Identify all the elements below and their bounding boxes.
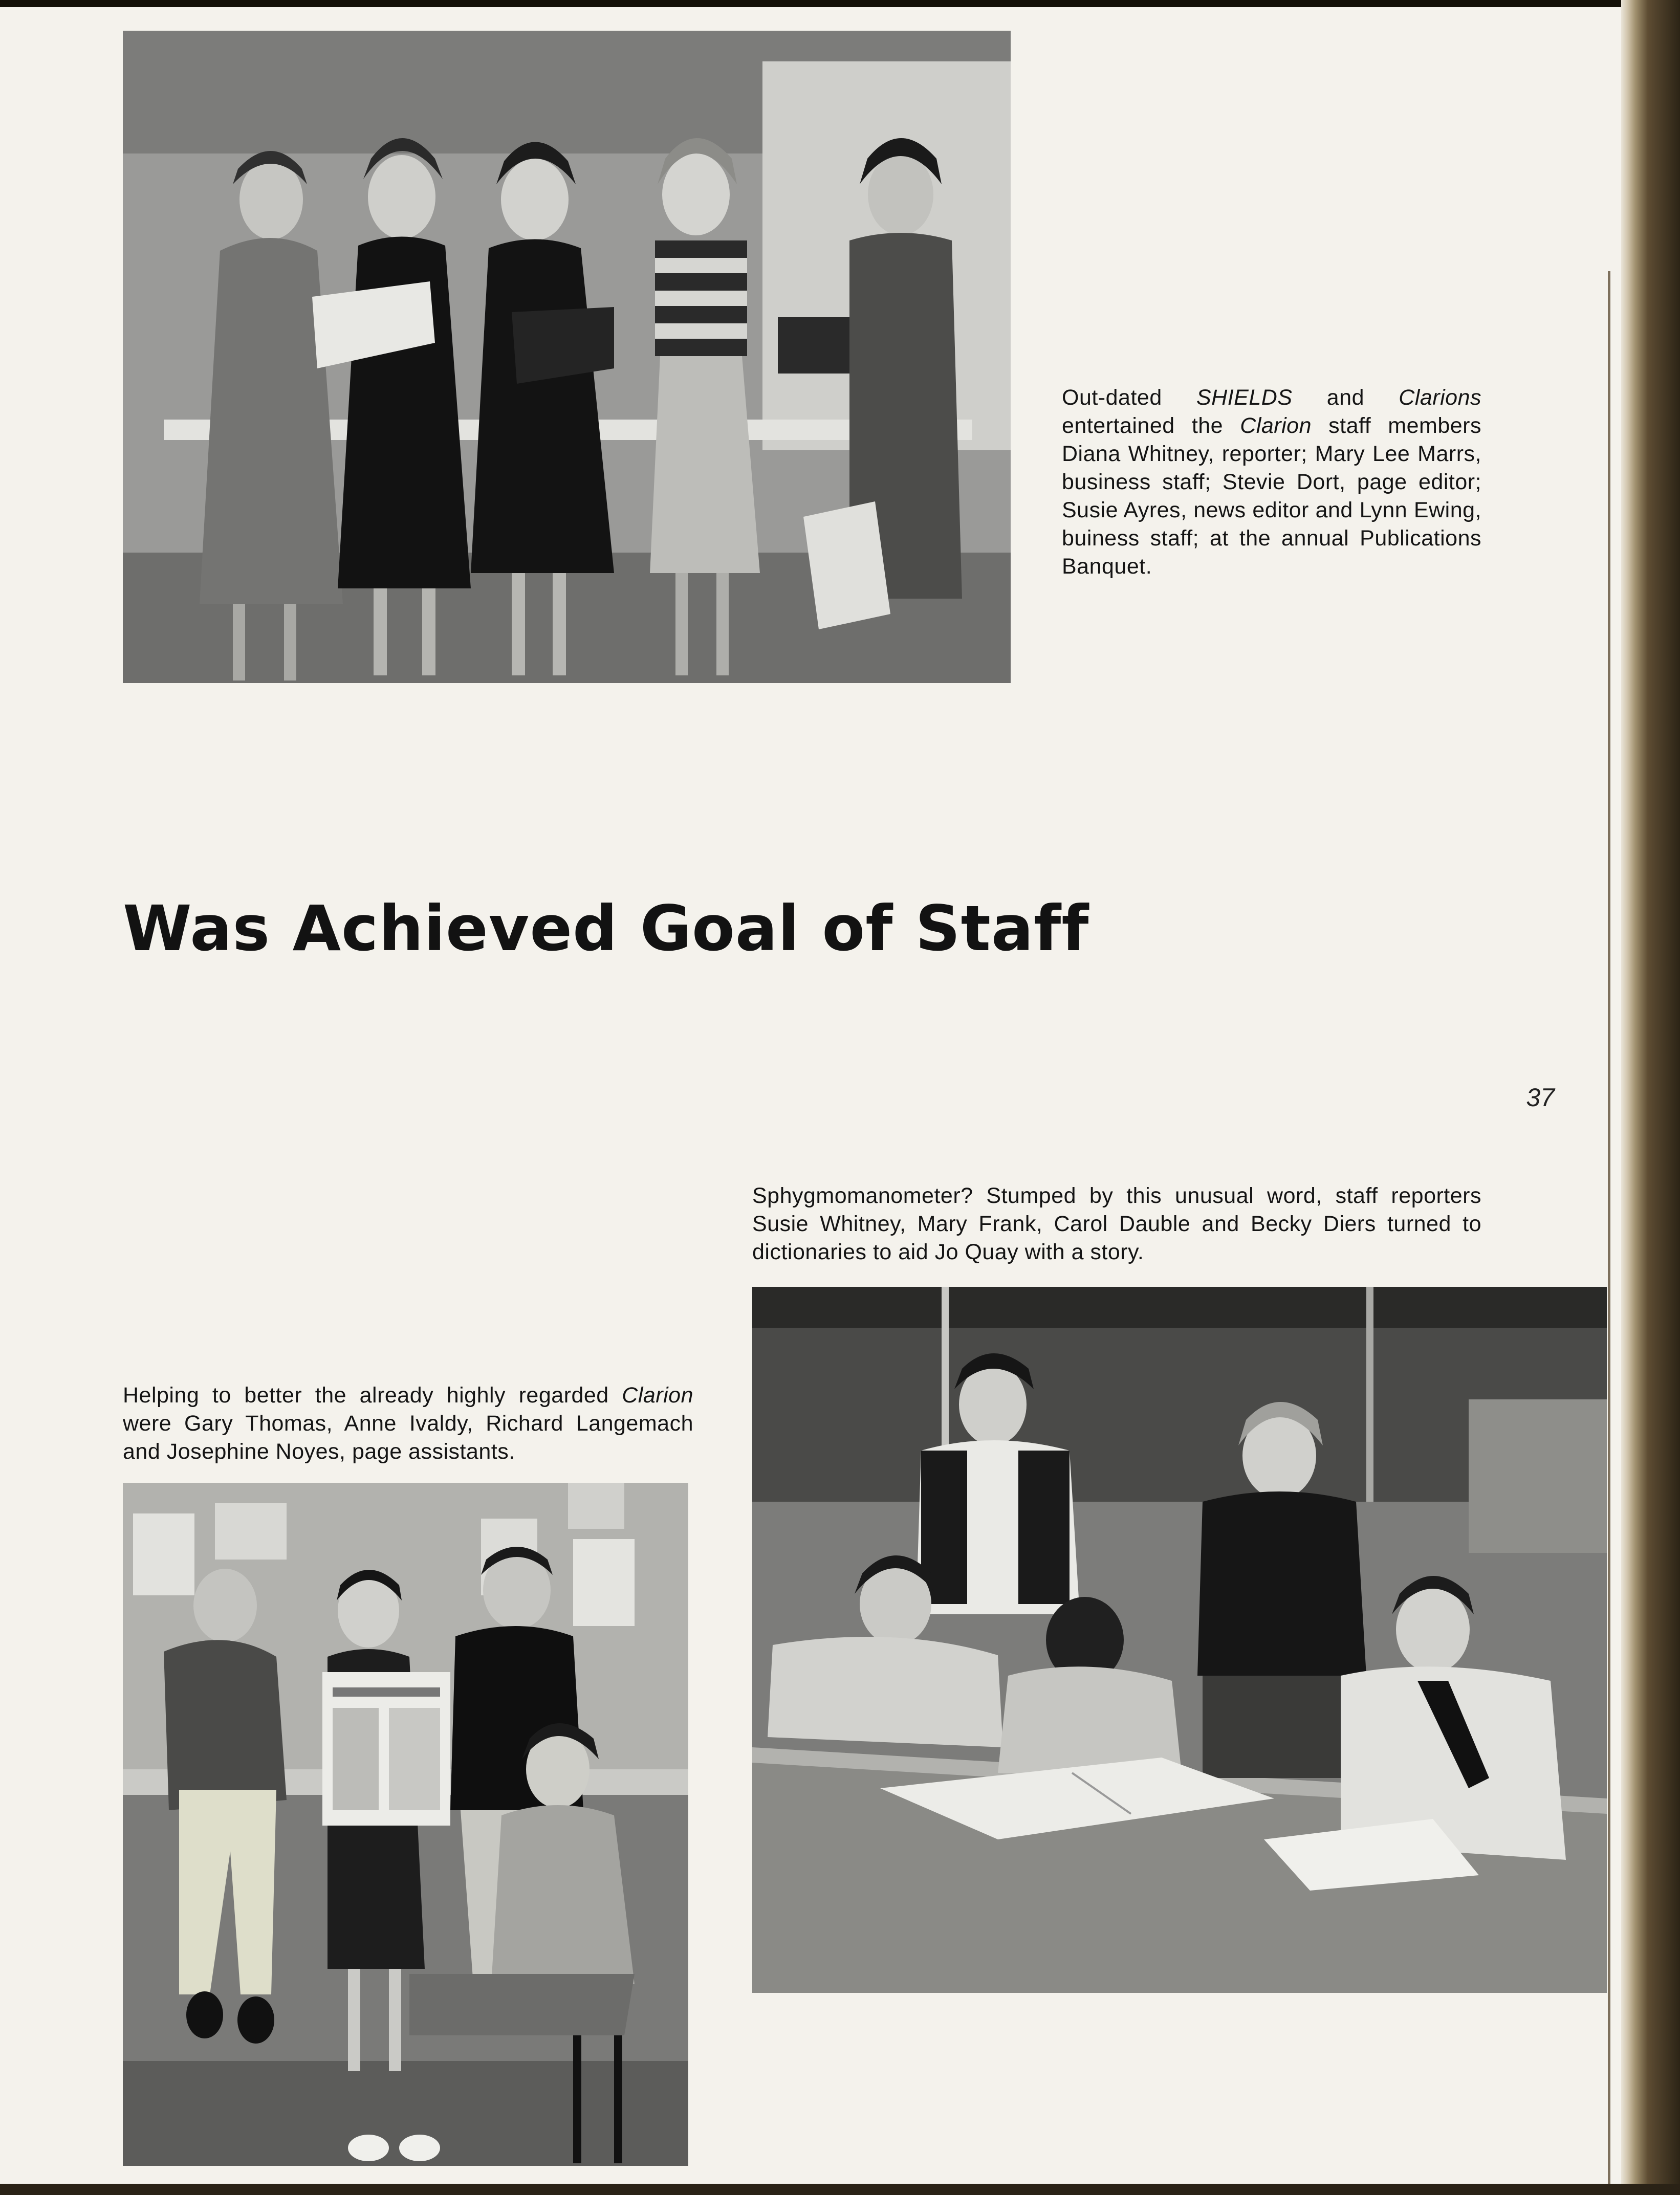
caption-banquet-clarions: Clarions	[1399, 385, 1482, 410]
caption-banquet-text-3: entertained the	[1062, 413, 1240, 438]
page-number: 37	[1526, 1083, 1555, 1112]
caption-banquet-text-4: staff members Diana Whitney, reporter; Mary Lee Marrs, business staff; Stevie Dort, page editor; Susie Ayres, news editor and Lynn Ewing, buiness staff; at the annual Publications Banquet.	[1062, 413, 1481, 579]
caption-banquet	[1062, 384, 1481, 588]
caption-assistants-clarion: Clarion	[622, 1383, 693, 1408]
photo-dictionaries	[752, 1287, 1607, 1993]
caption-banquet-text-1: Out-dated	[1062, 385, 1196, 410]
caption-banquet-clarion: Clarion	[1240, 413, 1312, 438]
caption-page-assistants	[123, 1381, 693, 1468]
caption-assistants-text-2: were Gary Thomas, Anne Ivaldy, Richard Langemach and Josephine Noyes, page assistants.	[123, 1411, 693, 1464]
photo-page-assistants	[123, 1483, 688, 2166]
caption-dictionaries	[752, 1182, 1481, 1269]
caption-banquet-shields: SHIELDS	[1196, 385, 1293, 410]
page-headline: Was Achieved Goal of Staff	[123, 892, 1089, 965]
caption-banquet-text-2: and	[1292, 385, 1399, 410]
photo-banquet-staff	[123, 31, 1011, 683]
binding-shadow-line	[1608, 271, 1610, 2185]
page-bottom-edge	[0, 2184, 1680, 2195]
caption-assistants-text-1: Helping to better the already highly regarded	[123, 1383, 622, 1408]
page-top-edge	[0, 0, 1680, 7]
book-binding	[1621, 0, 1680, 2195]
caption-dictionaries-text: Sphygmomanometer? Stumped by this unusual word, staff reporters Susie Whitney, Mary Frank, Carol Dauble and Becky Diers turned to dictionaries to aid Jo Quay with a story.	[752, 1183, 1481, 1264]
